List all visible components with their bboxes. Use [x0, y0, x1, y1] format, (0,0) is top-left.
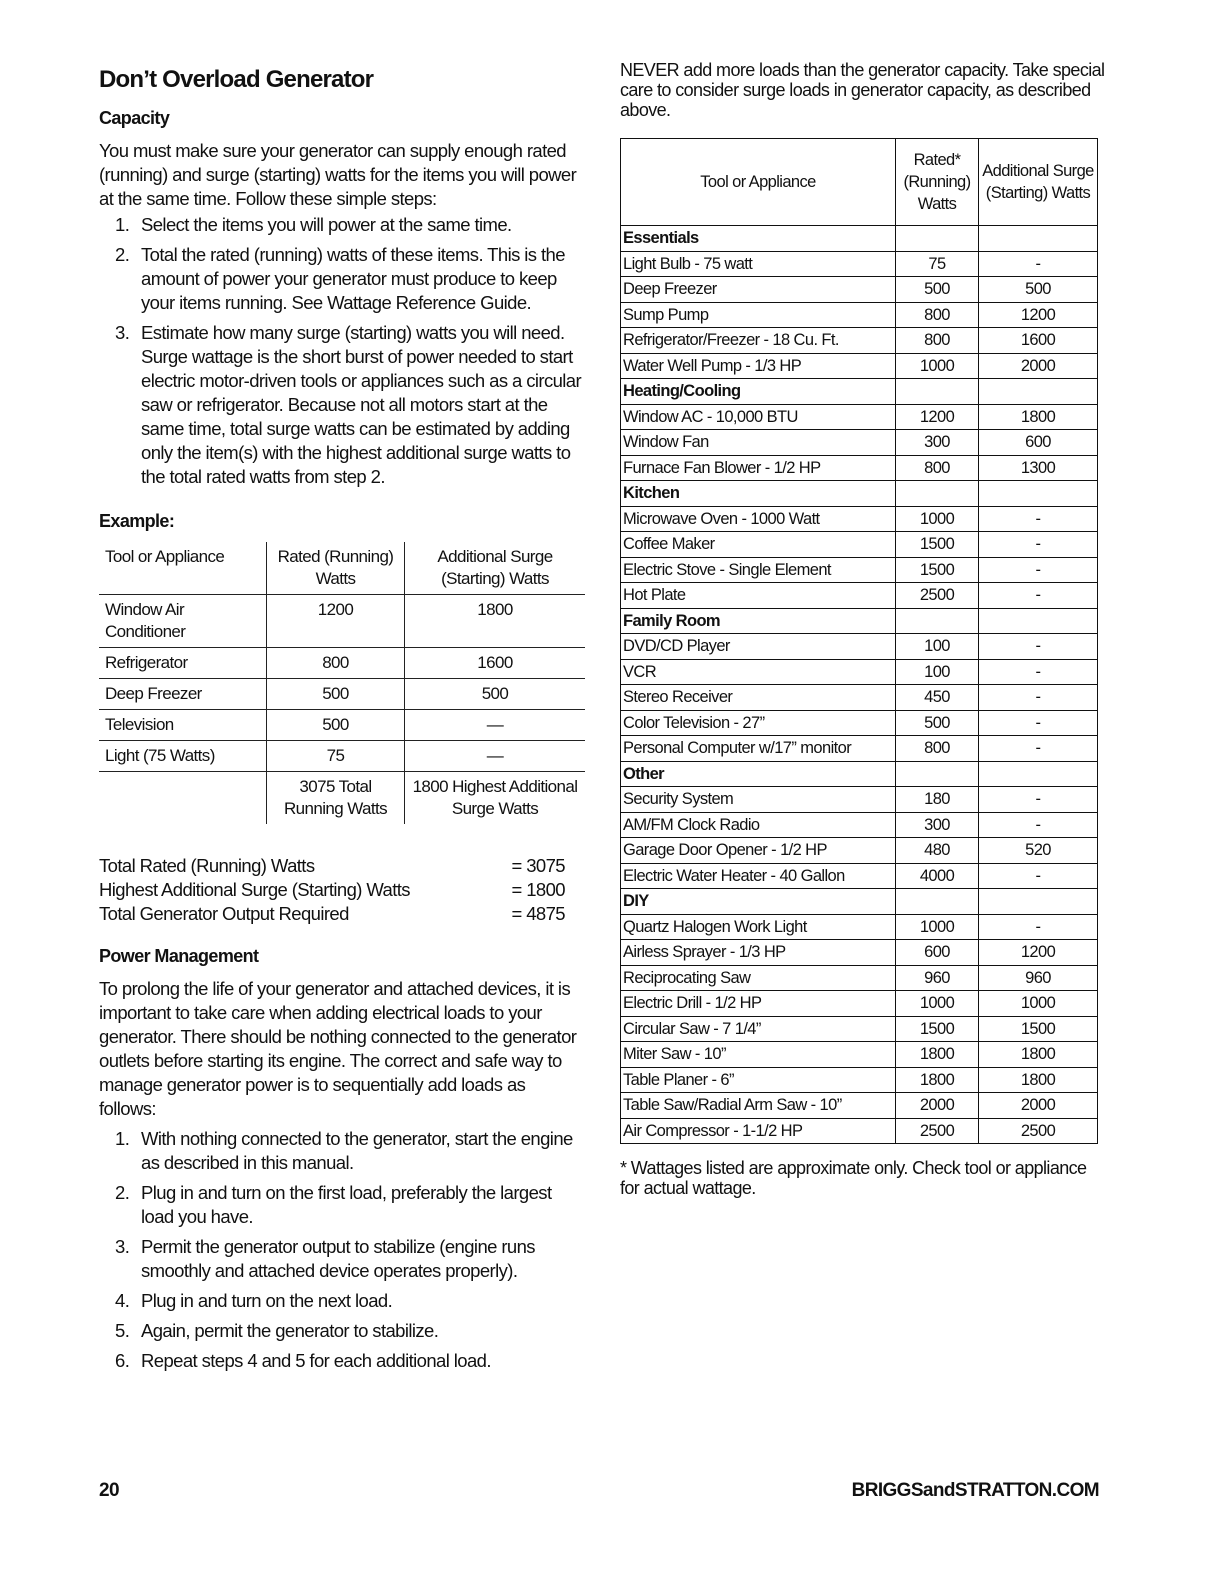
total-row [99, 854, 585, 878]
appliance-name-cell: Quartz Halogen Work Light [621, 914, 896, 940]
power-management-intro: To prolong the life of your generator and attached devices, it is important to take care when adding electrical loads to your generator. There should be nothing connected to the generator outlets before starting its engine. The correct and safe way to manage generator power is to sequentially add loads as follows: [99, 978, 577, 1119]
example-cell-surge: 1800 [405, 595, 586, 648]
power-management-step [99, 1127, 585, 1175]
appliance-name-cell: Electric Drill - 1/2 HP [621, 991, 896, 1017]
example-cell-surge: 1600 [405, 648, 586, 679]
surge-watts-cell [979, 761, 1098, 787]
appliance-row [621, 532, 1098, 558]
surge-watts-cell [979, 889, 1098, 915]
appliance-row [621, 991, 1098, 1017]
wt-header-rated: Rated* (Running) Watts [896, 139, 979, 226]
example-row [99, 710, 585, 741]
appliance-name-cell: Security System [621, 787, 896, 813]
total-row [99, 902, 585, 926]
example-row [99, 648, 585, 679]
example-row [99, 595, 585, 648]
power-management-steps-list [99, 1127, 585, 1373]
power-management-step [99, 1349, 585, 1373]
appliance-name-cell: Miter Saw - 10” [621, 1042, 896, 1068]
surge-watts-cell: - [979, 914, 1098, 940]
rated-watts-cell: 300 [896, 430, 979, 456]
total-label: Total Generator Output Required [99, 903, 349, 924]
example-cell-rated: 500 [267, 679, 405, 710]
example-total-surge: 1800 Highest Additional Surge Watts [412, 777, 578, 818]
rated-watts-cell: 1800 [896, 1042, 979, 1068]
appliance-name-cell: Table Saw/Radial Arm Saw - 10” [621, 1093, 896, 1119]
rated-watts-cell: 1000 [896, 914, 979, 940]
rated-watts-cell [896, 226, 979, 252]
capacity-step-number: 1. [115, 214, 130, 235]
surge-watts-cell: 1800 [979, 1067, 1098, 1093]
example-row [99, 741, 585, 772]
capacity-step [99, 213, 585, 237]
surge-watts-cell: - [979, 583, 1098, 609]
rated-watts-cell: 1000 [896, 353, 979, 379]
capacity-steps-list [99, 213, 585, 489]
capacity-intro: You must make sure your generator can supply enough rated (running) and surge (starting) watts for the items you will power at the same time. Follow these simple steps: [99, 140, 577, 209]
wattage-footnote: * Wattages listed are approximate only. Check tool or appliance for actual wattage. [620, 1158, 1087, 1198]
example-heading: Example: [99, 511, 175, 531]
power-management-step-number: 3. [115, 1236, 130, 1257]
appliance-row [621, 685, 1098, 711]
surge-watts-cell: - [979, 736, 1098, 762]
surge-watts-cell [979, 379, 1098, 405]
appliance-row [621, 838, 1098, 864]
surge-watts-cell: - [979, 251, 1098, 277]
surge-watts-cell: 1600 [979, 328, 1098, 354]
category-row [621, 889, 1098, 915]
appliance-name-cell: Stereo Receiver [621, 685, 896, 711]
power-management-step [99, 1235, 585, 1283]
appliance-row [621, 1042, 1098, 1068]
rated-watts-cell: 960 [896, 965, 979, 991]
capacity-step-number: 3. [115, 322, 130, 343]
appliance-row [621, 353, 1098, 379]
rated-watts-cell: 2500 [896, 583, 979, 609]
example-cell-rated: 75 [267, 741, 405, 772]
appliance-row [621, 302, 1098, 328]
appliance-name-cell: Light Bulb - 75 watt [621, 251, 896, 277]
page-title: Don’t Overload Generator [99, 66, 374, 93]
category-row [621, 608, 1098, 634]
surge-watts-cell: 2500 [979, 1118, 1098, 1144]
rated-watts-cell: 480 [896, 838, 979, 864]
appliance-row [621, 1093, 1098, 1119]
appliance-name-cell: Air Compressor - 1-1/2 HP [621, 1118, 896, 1144]
appliance-row [621, 328, 1098, 354]
appliance-name-cell: Window AC - 10,000 BTU [621, 404, 896, 430]
surge-watts-cell: - [979, 863, 1098, 889]
appliance-row [621, 659, 1098, 685]
surge-watts-cell: 1800 [979, 404, 1098, 430]
power-management-step-text: Plug in and turn on the first load, preferably the largest load you have. [141, 1182, 552, 1227]
appliance-name-cell: DIY [621, 889, 896, 915]
rated-watts-cell [896, 608, 979, 634]
power-management-step [99, 1319, 585, 1343]
appliance-name-cell: Hot Plate [621, 583, 896, 609]
wattage-reference-table [620, 138, 1098, 1144]
capacity-step-text: Select the items you will power at the same time. [141, 214, 512, 235]
appliance-name-cell: Heating/Cooling [621, 379, 896, 405]
surge-watts-cell: - [979, 634, 1098, 660]
total-value: = 3075 [511, 855, 565, 876]
rated-watts-cell: 500 [896, 710, 979, 736]
appliance-row [621, 965, 1098, 991]
power-management-step-number: 4. [115, 1290, 130, 1311]
appliance-name-cell: Electric Water Heater - 40 Gallon [621, 863, 896, 889]
appliance-row [621, 455, 1098, 481]
surge-watts-cell: - [979, 506, 1098, 532]
example-cell-rated: 500 [267, 710, 405, 741]
surge-watts-cell: - [979, 812, 1098, 838]
rated-watts-cell: 2500 [896, 1118, 979, 1144]
surge-watts-cell: - [979, 710, 1098, 736]
surge-watts-cell: 1000 [979, 991, 1098, 1017]
rated-watts-cell: 800 [896, 302, 979, 328]
never-overload-note: NEVER add more loads than the generator capacity. Take special care to consider surge loads in generator capacity, as described above. [620, 60, 1105, 120]
appliance-row [621, 710, 1098, 736]
example-cell-tool: Refrigerator [99, 648, 267, 679]
power-management-step-number: 5. [115, 1320, 130, 1341]
appliance-name-cell: Personal Computer w/17” monitor [621, 736, 896, 762]
surge-watts-cell: 520 [979, 838, 1098, 864]
surge-watts-cell: 1200 [979, 940, 1098, 966]
rated-watts-cell: 180 [896, 787, 979, 813]
surge-watts-cell: - [979, 685, 1098, 711]
rated-watts-cell [896, 379, 979, 405]
power-management-step-text: Repeat steps 4 and 5 for each additional load. [141, 1350, 491, 1371]
capacity-step [99, 321, 585, 489]
example-table [99, 542, 585, 824]
example-header-rated: Rated (Running) Watts [267, 542, 405, 595]
rated-watts-cell: 800 [896, 328, 979, 354]
appliance-name-cell: Family Room [621, 608, 896, 634]
rated-watts-cell: 1500 [896, 557, 979, 583]
rated-watts-cell: 75 [896, 251, 979, 277]
rated-watts-cell: 2000 [896, 1093, 979, 1119]
appliance-name-cell: Kitchen [621, 481, 896, 507]
appliance-name-cell: Table Planer - 6” [621, 1067, 896, 1093]
appliance-row [621, 277, 1098, 303]
total-value: = 4875 [511, 903, 565, 924]
rated-watts-cell: 300 [896, 812, 979, 838]
example-header-surge: Additional Surge (Starting) Watts [405, 542, 586, 595]
rated-watts-cell: 1500 [896, 532, 979, 558]
rated-watts-cell: 1200 [896, 404, 979, 430]
appliance-row [621, 634, 1098, 660]
power-management-step-number: 2. [115, 1182, 130, 1203]
capacity-step [99, 243, 585, 315]
appliance-row [621, 863, 1098, 889]
example-total-rated: 3075 Total Running Watts [267, 772, 405, 825]
category-row [621, 226, 1098, 252]
surge-watts-cell: - [979, 557, 1098, 583]
category-row [621, 481, 1098, 507]
rated-watts-cell: 100 [896, 659, 979, 685]
power-management-step-text: Plug in and turn on the next load. [141, 1290, 393, 1311]
rated-watts-cell: 100 [896, 634, 979, 660]
left-column [99, 60, 585, 1379]
example-cell-surge: — [405, 741, 586, 772]
appliance-name-cell: Reciprocating Saw [621, 965, 896, 991]
power-management-step-number: 6. [115, 1350, 130, 1371]
rated-watts-cell [896, 889, 979, 915]
rated-watts-cell: 1000 [896, 991, 979, 1017]
total-value: = 1800 [511, 879, 565, 900]
surge-watts-cell: - [979, 659, 1098, 685]
example-cell-tool: Light (75 Watts) [99, 741, 267, 772]
appliance-row [621, 940, 1098, 966]
rated-watts-cell: 1000 [896, 506, 979, 532]
rated-watts-cell [896, 761, 979, 787]
rated-watts-cell: 1500 [896, 1016, 979, 1042]
appliance-name-cell: Electric Stove - Single Element [621, 557, 896, 583]
appliance-name-cell: Color Television - 27” [621, 710, 896, 736]
appliance-row [621, 251, 1098, 277]
appliance-row [621, 787, 1098, 813]
surge-watts-cell: 1300 [979, 455, 1098, 481]
wt-header-tool: Tool or Appliance [621, 139, 896, 226]
appliance-name-cell: Circular Saw - 7 1/4” [621, 1016, 896, 1042]
capacity-heading: Capacity [99, 108, 170, 128]
surge-watts-cell [979, 608, 1098, 634]
example-cell-rated: 1200 [267, 595, 405, 648]
total-row [99, 878, 585, 902]
category-row [621, 761, 1098, 787]
rated-watts-cell: 450 [896, 685, 979, 711]
appliance-row [621, 404, 1098, 430]
capacity-step-text: Estimate how many surge (starting) watts you will need. Surge wattage is the short burst of power needed to start electric motor-driven tools or appliances such as a circular saw or refrigerator. Because not all motors start at the same time, total surge watts can be estimated by adding only the item(s) with the highest additional surge watts to the total rated watts from step 2. [141, 322, 582, 487]
capacity-step-text: Total the rated (running) watts of these items. This is the amount of power your generator must produce to keep your items running. See Wattage Reference Guide. [141, 244, 565, 313]
example-cell-surge: 500 [405, 679, 586, 710]
appliance-name-cell: Deep Freezer [621, 277, 896, 303]
appliance-name-cell: Airless Sprayer - 1/3 HP [621, 940, 896, 966]
power-management-heading: Power Management [99, 946, 259, 966]
rated-watts-cell: 800 [896, 455, 979, 481]
appliance-name-cell: Sump Pump [621, 302, 896, 328]
surge-watts-cell: - [979, 787, 1098, 813]
appliance-row [621, 557, 1098, 583]
power-management-step-text: With nothing connected to the generator, start the engine as described in this manual. [141, 1128, 573, 1173]
example-cell-rated: 800 [267, 648, 405, 679]
appliance-name-cell: Furnace Fan Blower - 1/2 HP [621, 455, 896, 481]
example-cell-tool: Window Air Conditioner [99, 595, 267, 648]
surge-watts-cell: 2000 [979, 353, 1098, 379]
power-management-step [99, 1181, 585, 1229]
appliance-name-cell: Water Well Pump - 1/3 HP [621, 353, 896, 379]
example-row [99, 679, 585, 710]
surge-watts-cell: 2000 [979, 1093, 1098, 1119]
example-cell-surge: — [405, 710, 586, 741]
appliance-row [621, 736, 1098, 762]
surge-watts-cell: 600 [979, 430, 1098, 456]
appliance-row [621, 506, 1098, 532]
website-footer: BRIGGSandSTRATTON.COM [851, 1480, 1099, 1501]
appliance-name-cell: Microwave Oven - 1000 Watt [621, 506, 896, 532]
appliance-name-cell: AM/FM Clock Radio [621, 812, 896, 838]
page-number: 20 [99, 1480, 119, 1501]
appliance-row [621, 812, 1098, 838]
power-management-step-number: 1. [115, 1128, 130, 1149]
appliance-name-cell: Refrigerator/Freezer - 18 Cu. Ft. [621, 328, 896, 354]
example-total-spacer [99, 772, 267, 825]
appliance-name-cell: Garage Door Opener - 1/2 HP [621, 838, 896, 864]
appliance-name-cell: DVD/CD Player [621, 634, 896, 660]
appliance-name-cell: Essentials [621, 226, 896, 252]
rated-watts-cell: 800 [896, 736, 979, 762]
rated-watts-cell: 500 [896, 277, 979, 303]
appliance-name-cell: VCR [621, 659, 896, 685]
surge-watts-cell: 960 [979, 965, 1098, 991]
surge-watts-cell: 1800 [979, 1042, 1098, 1068]
surge-watts-cell: - [979, 532, 1098, 558]
appliance-row [621, 1118, 1098, 1144]
total-label: Total Rated (Running) Watts [99, 855, 315, 876]
surge-watts-cell: 1500 [979, 1016, 1098, 1042]
surge-watts-cell: 500 [979, 277, 1098, 303]
appliance-name-cell: Window Fan [621, 430, 896, 456]
example-cell-tool: Television [99, 710, 267, 741]
right-column [620, 60, 1108, 1198]
appliance-row [621, 583, 1098, 609]
appliance-row [621, 430, 1098, 456]
category-row [621, 379, 1098, 405]
rated-watts-cell [896, 481, 979, 507]
appliance-row [621, 1016, 1098, 1042]
total-label: Highest Additional Surge (Starting) Watts [99, 879, 410, 900]
rated-watts-cell: 1800 [896, 1067, 979, 1093]
appliance-row [621, 1067, 1098, 1093]
example-header-tool: Tool or Appliance [99, 542, 267, 595]
rated-watts-cell: 4000 [896, 863, 979, 889]
power-management-step [99, 1289, 585, 1313]
totals-block [99, 854, 585, 926]
power-management-step-text: Again, permit the generator to stabilize. [141, 1320, 439, 1341]
surge-watts-cell [979, 481, 1098, 507]
capacity-step-number: 2. [115, 244, 130, 265]
appliance-name-cell: Other [621, 761, 896, 787]
rated-watts-cell: 600 [896, 940, 979, 966]
power-management-step-text: Permit the generator output to stabilize (engine runs smoothly and attached device operates properly). [141, 1236, 535, 1281]
wt-header-surge: Additional Surge (Starting) Watts [979, 139, 1098, 226]
surge-watts-cell [979, 226, 1098, 252]
appliance-row [621, 914, 1098, 940]
surge-watts-cell: 1200 [979, 302, 1098, 328]
appliance-name-cell: Coffee Maker [621, 532, 896, 558]
example-cell-tool: Deep Freezer [99, 679, 267, 710]
